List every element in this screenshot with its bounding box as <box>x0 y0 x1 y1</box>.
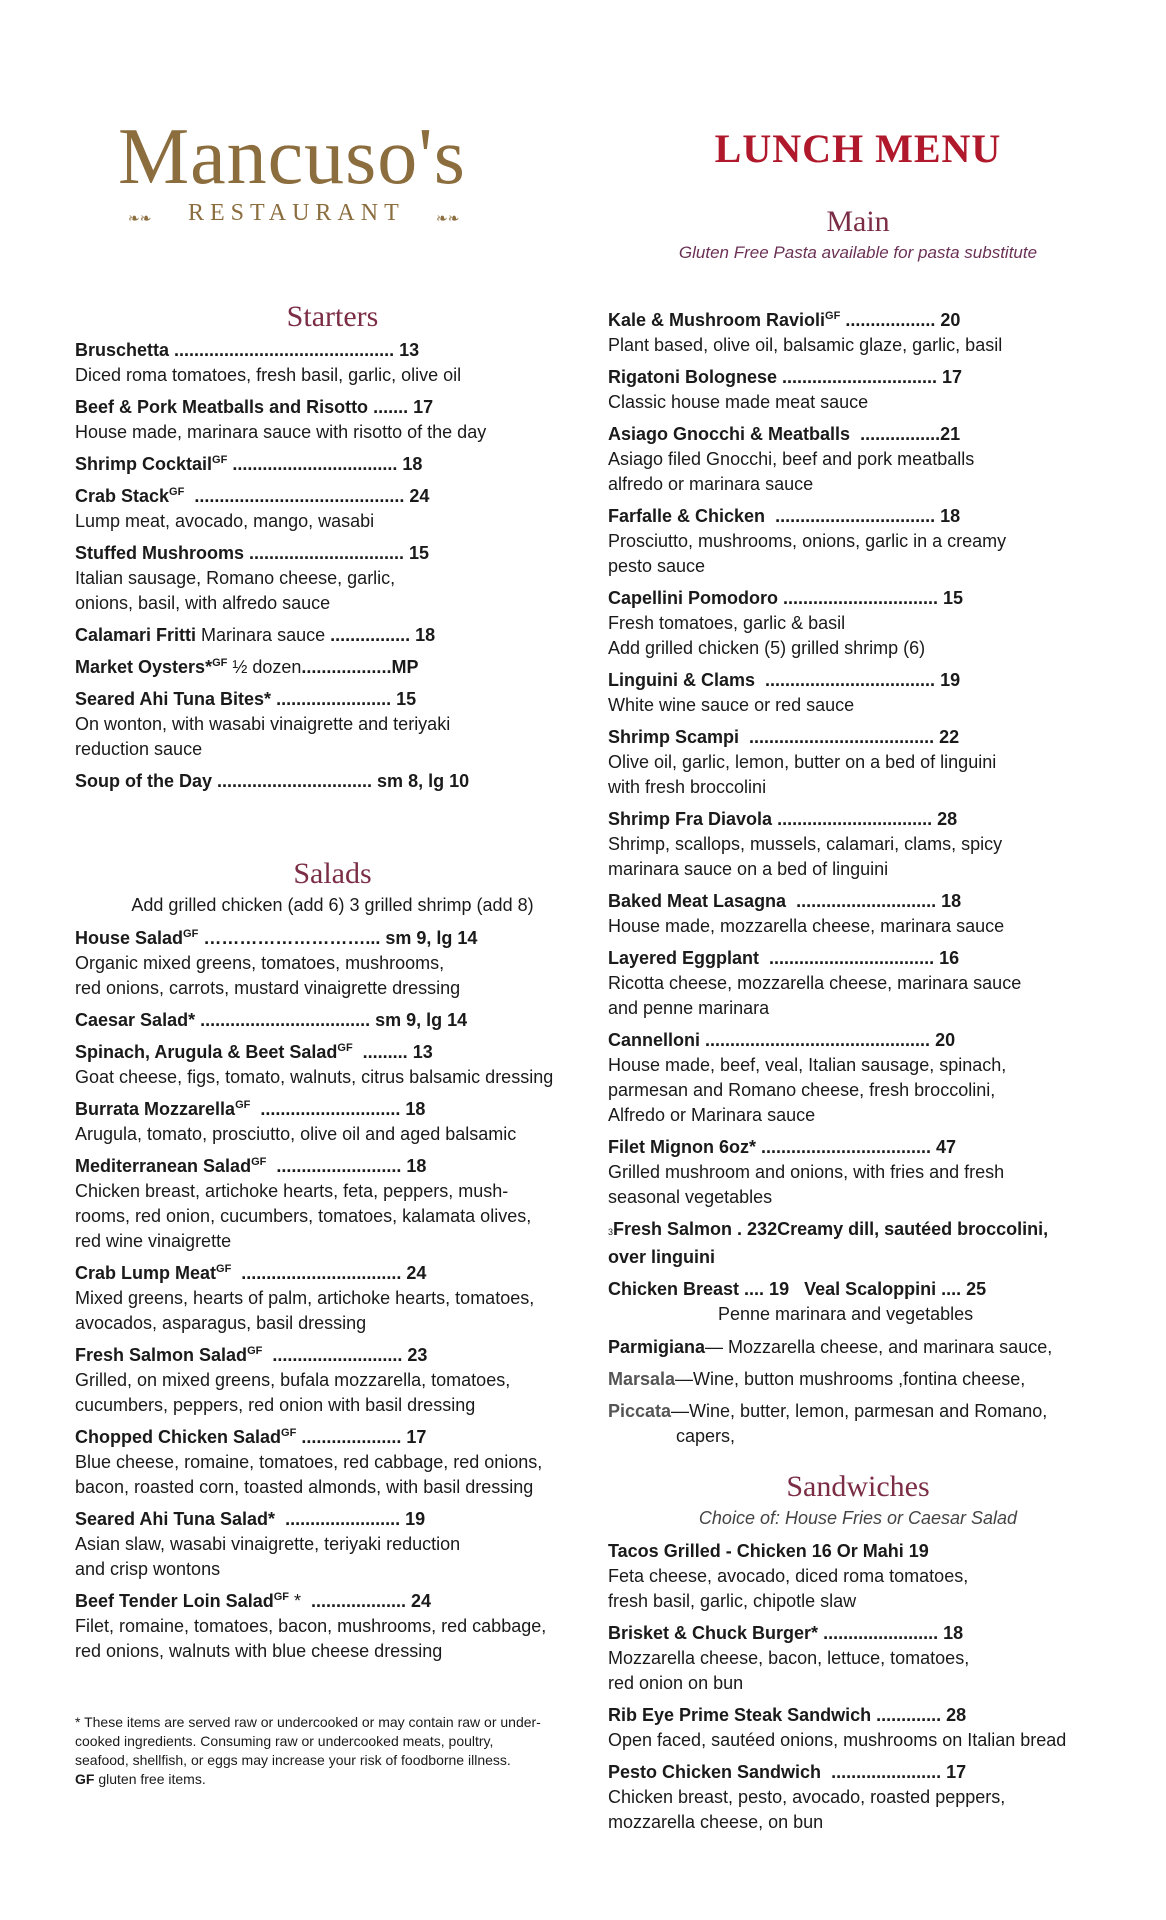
item-price: 20 <box>930 1030 956 1050</box>
item-name: Capellini Pomodoro <box>608 588 779 608</box>
menu-item-header <box>608 1135 1108 1160</box>
item-name: Caesar Salad* <box>75 1010 196 1030</box>
footnote-line: * These items are served raw or undercooked or may contain raw or under- <box>75 1714 541 1730</box>
item-description: Grilled, on mixed greens, bufala mozzarella, tomatoes, <box>75 1370 511 1390</box>
leader-dots: .................................. <box>755 670 936 690</box>
gf-marker: GF <box>247 1345 263 1357</box>
leader-dots: ................... <box>301 1591 407 1611</box>
salads-note: Add grilled chicken (add 6) 3 grilled shrimp (add 8) <box>131 895 534 915</box>
item-description: White wine sauce or red sauce <box>608 695 855 715</box>
style-name: Parmigiana <box>608 1337 706 1357</box>
item-extra: ½ dozen <box>227 657 302 677</box>
leader-dots: ................................. <box>227 454 398 474</box>
menu-item-header <box>608 1621 1108 1646</box>
leader-dots: ................ <box>850 424 941 444</box>
menu-item-fresh-salmon <box>608 1217 1108 1270</box>
menu-item-kale-mushroom-ravioli <box>608 308 1108 358</box>
item-price: 28 <box>932 809 958 829</box>
penne-note: Penne marinara and vegetables <box>718 1304 974 1324</box>
item-price: 18 <box>401 1156 427 1176</box>
leader-dots: ................ <box>330 625 411 645</box>
item-description: mozzarella cheese, on bun <box>608 1812 824 1832</box>
item-price: 19 <box>935 670 961 690</box>
menu-item-baked-meat-lasagna <box>608 889 1108 939</box>
menu-item-header <box>608 504 1108 529</box>
menu-item-header <box>75 1261 590 1286</box>
leader-dots: .................................. <box>756 1137 932 1157</box>
item-description: Italian sausage, Romano cheese, garlic, <box>75 568 396 588</box>
menu-item-header <box>75 1154 590 1179</box>
item-name: Pesto Chicken Sandwich <box>608 1762 822 1782</box>
item-description: House made, marinara sauce with risotto of the day <box>75 422 487 442</box>
item-name: Calamari Fritti <box>75 625 197 645</box>
salads-title: Salads <box>293 857 372 890</box>
menu-item-beef-tender-loin-salad <box>75 1589 590 1664</box>
leader-dots: ............................... <box>778 588 939 608</box>
menu-item-asiago-gnocchi-meatballs <box>608 422 1108 497</box>
item-description: seasonal vegetables <box>608 1187 773 1207</box>
style-text: —Wine, button mushrooms ,fontina cheese, <box>675 1369 1026 1389</box>
item-description: Prosciutto, mushrooms, onions, garlic in a creamy <box>608 531 1007 551</box>
item-price: 15 <box>404 543 430 563</box>
item-description: Add grilled chicken (5) grilled shrimp (6) <box>608 638 926 658</box>
menu-item-header <box>75 1507 590 1532</box>
item-name: Market Oysters* <box>75 657 213 677</box>
item-name: Shrimp Cocktail <box>75 454 213 474</box>
gf-marker: GF <box>212 454 228 466</box>
menu-item-header <box>75 541 590 566</box>
leader-dots: ............................... <box>772 809 933 829</box>
sandwiches-list <box>608 1539 1108 1835</box>
menu-item-mediterranean-salad <box>75 1154 590 1254</box>
item-name: Linguini & Clams <box>608 670 756 690</box>
menu-item-header <box>608 807 1108 832</box>
item-price: 18 <box>936 891 962 911</box>
menu-item-header <box>608 1028 1108 1053</box>
menu-item-header <box>75 1425 590 1450</box>
menu-item-rib-eye-prime-steak-sandwich <box>608 1703 1108 1753</box>
item-name: Asiago Gnocchi & Meatballs <box>608 424 851 444</box>
leader-dots: .................. <box>301 657 392 677</box>
item-description: Filet, romaine, tomatoes, bacon, mushrooms, red cabbage, <box>75 1616 547 1636</box>
item-name: Kale & Mushroom Ravioli <box>608 310 826 330</box>
leader-dots: ............................ <box>786 891 937 911</box>
gf-marker: GF <box>273 1591 289 1603</box>
item-description: Goat cheese, figs, tomato, walnuts, citrus balsamic dressing <box>75 1067 554 1087</box>
menu-item-header <box>608 586 1108 611</box>
menu-item-header <box>75 1097 590 1122</box>
logo-wordmark: Mancuso's <box>118 113 466 201</box>
footnote <box>75 1713 595 1789</box>
item-name: Baked Meat Lasagna <box>608 891 787 911</box>
item-name: Rigatoni Bolognese <box>608 367 778 387</box>
item-description: House made, beef, veal, Italian sausage, spinach, <box>608 1055 1007 1075</box>
item-description: Open faced, sautéed onions, mushrooms on Italian bread <box>608 1730 1067 1750</box>
item-price: 47 <box>931 1137 957 1157</box>
item-description: cucumbers, peppers, red onion with basil dressing <box>75 1395 476 1415</box>
item-description: Asiago filed Gnocchi, beef and pork meatballs <box>608 449 975 469</box>
item-name: Filet Mignon 6oz* <box>608 1137 756 1157</box>
item-price: 19 <box>400 1509 426 1529</box>
menu-item-seared-ahi-tuna-bites <box>75 687 590 762</box>
gf-marker: GF <box>216 1263 232 1275</box>
leader-dots: ....... <box>368 397 409 417</box>
menu-item-header <box>75 452 590 477</box>
menu-item-linguini-clams <box>608 668 1108 718</box>
item-description: pesto sauce <box>608 556 706 576</box>
item-description: Fresh tomatoes, garlic & basil <box>608 613 846 633</box>
sandwiches-note: Choice of: House Fries or Caesar Salad <box>698 1508 1018 1528</box>
right-column <box>608 308 1108 1842</box>
item-description: bacon, roasted corn, toasted almonds, with basil dressing <box>75 1477 534 1497</box>
menu-item-fresh-salmon-salad <box>75 1343 590 1418</box>
main-section-title: Main <box>826 205 890 238</box>
item-description: red onions, carrots, mustard vinaigrette dressing <box>75 978 461 998</box>
item-description: with fresh broccolini <box>608 777 767 797</box>
left-column <box>75 300 590 1671</box>
leader-dots: .................. <box>840 310 936 330</box>
style-marsala <box>608 1367 1108 1392</box>
menu-item-cannelloni <box>608 1028 1108 1128</box>
salmon-text: Fresh Salmon . 232Creamy dill, sautéed broccolini, <box>613 1219 1049 1239</box>
menu-item-capellini-pomodoro <box>608 586 1108 661</box>
item-price: MP <box>391 657 419 677</box>
item-name: Bruschetta <box>75 340 170 360</box>
item-description: red onion on bun <box>608 1673 744 1693</box>
gf-marker: GF <box>825 310 841 322</box>
item-price: 17 <box>408 397 434 417</box>
item-price: 28 <box>941 1705 967 1725</box>
menu-item-header <box>608 1760 1108 1785</box>
main-list <box>608 308 1108 1210</box>
item-extra: * <box>288 1591 301 1611</box>
item-description: Ricotta cheese, mozzarella cheese, marinara sauce <box>608 973 1022 993</box>
leader-dots: ………………………... <box>198 928 381 948</box>
style-text: capers, <box>676 1426 736 1446</box>
menu-title: LUNCH MENU <box>714 126 1002 171</box>
menu-item-filet-mignon-6oz <box>608 1135 1108 1210</box>
leader-dots: ................................ <box>231 1263 402 1283</box>
preparation-styles <box>608 1335 1108 1449</box>
item-price: 15 <box>938 588 964 608</box>
menu-item-chopped-chicken-salad <box>75 1425 590 1500</box>
item-price: 18 <box>938 1623 964 1643</box>
item-description: Alfredo or Marinara sauce <box>608 1105 816 1125</box>
menu-item-layered-eggplant <box>608 946 1108 1021</box>
item-description: Arugula, tomato, prosciutto, olive oil and aged balsamic <box>75 1124 517 1144</box>
menu-item-header <box>608 946 1108 971</box>
leader-dots: ............. <box>871 1705 942 1725</box>
item-name: Beef Tender Loin Salad <box>75 1591 274 1611</box>
item-name: Fresh Salmon Salad <box>75 1345 248 1365</box>
menu-item-header <box>75 1040 590 1065</box>
menu-item-tacos-grilled-chicken-16-or-mahi-19 <box>608 1539 1108 1614</box>
item-name: Rib Eye Prime Steak Sandwich <box>608 1705 872 1725</box>
item-description: onions, basil, with alfredo sauce <box>75 593 331 613</box>
salmon-text2: over linguini <box>608 1247 716 1267</box>
leader-dots: ....................... <box>818 1623 939 1643</box>
item-name: Layered Eggplant <box>608 948 760 968</box>
menu-item-header <box>608 365 1108 390</box>
leader-dots: ....................... <box>275 1509 401 1529</box>
item-description: red wine vinaigrette <box>75 1231 232 1251</box>
menu-item-header <box>75 1008 590 1033</box>
menu-item-shrimp-cocktail <box>75 452 590 477</box>
leader-dots: ......................... <box>266 1156 402 1176</box>
item-description: red onions, walnuts with blue cheese dressing <box>75 1641 443 1661</box>
menu-item-burrata-mozzarella <box>75 1097 590 1147</box>
item-name: Shrimp Scampi <box>608 727 740 747</box>
menu-item-header <box>608 668 1108 693</box>
menu-item-shrimp-scampi <box>608 725 1108 800</box>
item-name: Burrata Mozzarella <box>75 1099 236 1119</box>
item-description: Chicken breast, artichoke hearts, feta, peppers, mush- <box>75 1181 509 1201</box>
menu-item-header <box>608 725 1108 750</box>
salmon-prefix: 3 <box>608 1227 614 1237</box>
menu-item-seared-ahi-tuna-salad <box>75 1507 590 1582</box>
item-name: Crab Lump Meat <box>75 1263 217 1283</box>
logo-subtitle: RESTAURANT <box>188 200 405 226</box>
item-price: 23 <box>402 1345 428 1365</box>
item-price: 18 <box>410 625 436 645</box>
item-description: rooms, red onion, cucumbers, tomatoes, kalamata olives, <box>75 1206 532 1226</box>
item-name: Spinach, Arugula & Beet Salad <box>75 1042 338 1062</box>
main-section-note: Gluten Free Pasta available for pasta substitute <box>678 243 1038 262</box>
gf-marker: GF <box>169 486 185 498</box>
item-description: Mixed greens, hearts of palm, artichoke hearts, tomatoes, <box>75 1288 535 1308</box>
item-price: 18 <box>397 454 423 474</box>
main-header <box>608 205 1108 273</box>
menu-item-header <box>608 1703 1108 1728</box>
item-price: 21 <box>940 424 961 444</box>
leader-dots: ............................................ <box>169 340 395 360</box>
item-price: 13 <box>394 340 420 360</box>
chicken-veal-row <box>608 1277 1108 1327</box>
item-description: Diced roma tomatoes, fresh basil, garlic, olive oil <box>75 365 462 385</box>
item-name: Stuffed Mushrooms <box>75 543 244 563</box>
menu-item-bruschetta <box>75 338 590 388</box>
menu-item-header <box>75 1589 590 1614</box>
item-description: and penne marinara <box>608 998 770 1018</box>
menu-item-beef-pork-meatballs-and-risotto <box>75 395 590 445</box>
footnote-line: seafood, shellfish, or eggs may increase your risk of foodborne illness. <box>75 1752 511 1768</box>
menu-item-header <box>75 687 590 712</box>
style-name: Marsala <box>608 1369 676 1389</box>
item-name: Beef & Pork Meatballs and Risotto <box>75 397 369 417</box>
menu-item-spinach-arugula-beet-salad <box>75 1040 590 1090</box>
menu-item-caesar-salad <box>75 1008 590 1033</box>
restaurant-logo <box>118 112 468 227</box>
leader-dots: .......................... <box>262 1345 403 1365</box>
gf-marker: GF <box>235 1099 251 1111</box>
leader-dots: ..................................... <box>739 727 935 747</box>
item-price: 18 <box>935 506 961 526</box>
leader-dots: ...................... <box>821 1762 942 1782</box>
menu-item-soup-of-the-day <box>75 769 590 794</box>
item-name: Mediterranean Salad <box>75 1156 252 1176</box>
item-description: Grilled mushroom and onions, with fries and fresh <box>608 1162 1005 1182</box>
menu-item-header <box>608 1539 1108 1564</box>
item-name: Brisket & Chuck Burger* <box>608 1623 819 1643</box>
item-description: Mozzarella cheese, bacon, lettuce, tomatoes, <box>608 1648 970 1668</box>
menu-item-header <box>75 1343 590 1368</box>
item-extra: Marinara sauce <box>196 625 331 645</box>
gf-marker: GF <box>281 1427 297 1439</box>
style-text: —Wine, butter, lemon, parmesan and Romano, <box>671 1401 1048 1421</box>
menu-item-pesto-chicken-sandwich <box>608 1760 1108 1835</box>
item-name: House Salad <box>75 928 184 948</box>
item-price: 24 <box>404 486 430 506</box>
menu-item-header <box>608 422 1108 447</box>
menu-item-header <box>75 769 590 794</box>
item-description: marinara sauce on a bed of linguini <box>608 859 889 879</box>
gf-marker: GF <box>212 657 228 669</box>
gf-marker: GF <box>337 1042 353 1054</box>
item-price: sm 9, lg 14 <box>380 928 478 948</box>
menu-item-header <box>608 308 1108 333</box>
item-price: 16 <box>934 948 960 968</box>
item-price: 22 <box>934 727 960 747</box>
item-price: sm 8, lg 10 <box>372 771 470 791</box>
menu-item-crab-lump-meat <box>75 1261 590 1336</box>
leader-dots: ............................... <box>777 367 938 387</box>
starters-title: Starters <box>286 300 379 333</box>
leader-dots: ............................... <box>212 771 373 791</box>
leader-dots: .................... <box>296 1427 402 1447</box>
item-description: avocados, asparagus, basil dressing <box>75 1313 367 1333</box>
salads-list <box>75 926 590 1664</box>
item-name: Soup of the Day <box>75 771 213 791</box>
item-price: 20 <box>935 310 961 330</box>
item-description: alfredo or marinara sauce <box>608 474 814 494</box>
item-description: House made, mozzarella cheese, marinara sauce <box>608 916 1005 936</box>
gf-marker: GF <box>183 928 199 940</box>
menu-item-brisket-chuck-burger <box>608 1621 1108 1696</box>
item-name: Tacos Grilled - Chicken 16 Or Mahi 19 <box>608 1541 929 1561</box>
item-description: Shrimp, scallops, mussels, calamari, clams, spicy <box>608 834 1003 854</box>
menu-item-market-oysters <box>75 655 590 680</box>
menu-item-house-salad <box>75 926 590 1001</box>
item-price: 18 <box>400 1099 426 1119</box>
style-name: Piccata <box>608 1401 672 1421</box>
footnote-gf <box>75 1770 595 1789</box>
item-description: Chicken breast, pesto, avocado, roasted peppers, <box>608 1787 1006 1807</box>
starters-list <box>75 338 590 794</box>
item-description: Feta cheese, avocado, diced roma tomatoes, <box>608 1566 969 1586</box>
chicken-veal-text: Chicken Breast .... 19 Veal Scaloppini .... 25 <box>608 1279 987 1299</box>
item-price: 17 <box>401 1427 427 1447</box>
leader-dots: ............................... <box>244 543 405 563</box>
leader-dots: .................................. <box>195 1010 371 1030</box>
menu-item-header <box>75 655 590 680</box>
menu-item-farfalle-chicken <box>608 504 1108 579</box>
item-description: and crisp wontons <box>75 1559 221 1579</box>
gf-text: gluten free items. <box>94 1771 206 1787</box>
gf-marker: GF <box>251 1156 267 1168</box>
item-name: Cannelloni <box>608 1030 701 1050</box>
item-description: Asian slaw, wasabi vinaigrette, teriyaki reduction <box>75 1534 461 1554</box>
leader-dots: ............................................. <box>700 1030 931 1050</box>
item-description: fresh basil, garlic, chipotle slaw <box>608 1591 857 1611</box>
menu-item-shrimp-fra-diavola <box>608 807 1108 882</box>
footnote-line: cooked ingredients. Consuming raw or undercooked meats, poultry, <box>75 1733 494 1749</box>
style-text: — Mozzarella cheese, and marinara sauce, <box>705 1337 1053 1357</box>
menu-item-header <box>75 484 590 509</box>
menu-item-header <box>75 926 590 951</box>
item-description: Olive oil, garlic, lemon, butter on a bed of linguini <box>608 752 997 772</box>
wheat-left-icon: ❧❧ <box>128 210 152 226</box>
item-price: 24 <box>401 1263 427 1283</box>
leader-dots: ......... <box>352 1042 408 1062</box>
item-price: sm 9, lg 14 <box>370 1010 468 1030</box>
item-description: Plant based, olive oil, balsamic glaze, garlic, basil <box>608 335 1003 355</box>
item-description: Organic mixed greens, tomatoes, mushrooms, <box>75 953 445 973</box>
wheat-right-icon: ❧❧ <box>436 210 460 226</box>
leader-dots: ................................. <box>759 948 935 968</box>
sandwiches-title: Sandwiches <box>786 1470 930 1503</box>
item-description: parmesan and Romano cheese, fresh broccolini, <box>608 1080 996 1100</box>
item-name: Farfalle & Chicken <box>608 506 766 526</box>
leader-dots: ....................... <box>271 689 392 709</box>
item-name: Crab Stack <box>75 486 170 506</box>
item-price: 15 <box>391 689 417 709</box>
style-piccata <box>608 1399 1108 1449</box>
menu-item-rigatoni-bolognese <box>608 365 1108 415</box>
item-description: On wonton, with wasabi vinaigrette and teriyaki <box>75 714 451 734</box>
menu-item-calamari-fritti <box>75 623 590 648</box>
item-name: Seared Ahi Tuna Salad* <box>75 1509 276 1529</box>
item-name: Chopped Chicken Salad <box>75 1427 282 1447</box>
leader-dots: .......................................... <box>184 486 405 506</box>
item-description: Lump meat, avocado, mango, wasabi <box>75 511 375 531</box>
menu-item-stuffed-mushrooms <box>75 541 590 616</box>
menu-item-header <box>75 338 590 363</box>
menu-item-header <box>75 623 590 648</box>
item-description: Classic house made meat sauce <box>608 392 869 412</box>
item-name: Seared Ahi Tuna Bites* <box>75 689 272 709</box>
item-price: 24 <box>406 1591 432 1611</box>
item-price: 13 <box>407 1042 433 1062</box>
gf-label: GF <box>75 1771 95 1787</box>
leader-dots: ................................ <box>765 506 936 526</box>
item-name: Shrimp Fra Diavola <box>608 809 773 829</box>
item-price: 17 <box>941 1762 967 1782</box>
menu-item-crab-stack <box>75 484 590 534</box>
item-price: 17 <box>937 367 963 387</box>
menu-item-header <box>75 395 590 420</box>
item-description: Blue cheese, romaine, tomatoes, red cabbage, red onions, <box>75 1452 543 1472</box>
style-parmigiana <box>608 1335 1108 1360</box>
menu-item-header <box>608 889 1108 914</box>
leader-dots: ............................ <box>250 1099 401 1119</box>
item-description: reduction sauce <box>75 739 203 759</box>
